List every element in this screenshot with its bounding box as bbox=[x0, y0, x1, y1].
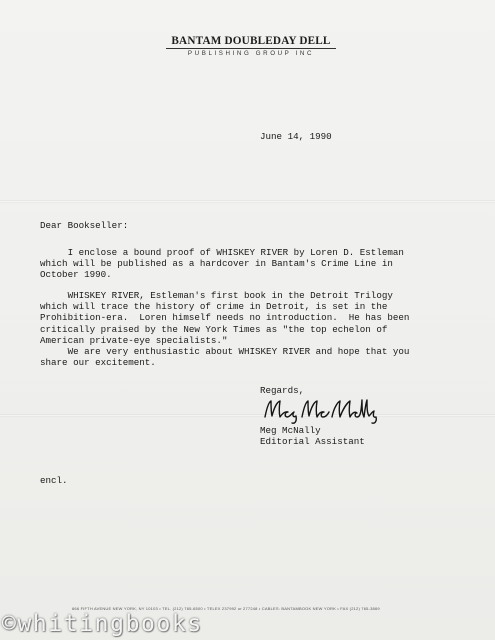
letter-date: June 14, 1990 bbox=[260, 131, 332, 142]
body-paragraph-1: I enclose a bound proof of WHISKEY RIVER by Loren D. Estleman which will be published as a hardcover in Bantam's Crime Line in October 1990. bbox=[40, 247, 404, 281]
signer-name: Meg McNally bbox=[260, 425, 321, 436]
handwritten-signature bbox=[262, 397, 382, 425]
paper-fold-line bbox=[0, 200, 495, 203]
watermark: ©whitingbooks bbox=[2, 611, 203, 637]
signer-title: Editorial Assistant bbox=[260, 436, 365, 447]
letterhead-rule bbox=[166, 48, 336, 49]
body-paragraph-2: WHISKEY RIVER, Estleman's first book in the Detroit Trilogy which will trace the history of crime in Detroit, is set in the Prohibition-era. Loren himself needs no introduction. He has been critically praised by the New York Times as "the top echelon of American private-eye specialists." bbox=[40, 290, 410, 346]
footer-address: 666 FIFTH AVENUE NEW YORK, NY 10103 • TEL. (212) 765-6500 • TELEX 237992 or 277248 • CABLES: BANTAMBOOK NEW YORK • FAX (212) 765-3869 bbox=[72, 606, 380, 611]
closing: Regards, bbox=[260, 385, 305, 396]
salutation: Dear Bookseller: bbox=[40, 220, 129, 231]
letterhead-subtitle: PUBLISHING GROUP INC bbox=[187, 50, 315, 57]
letterhead bbox=[166, 35, 336, 58]
letterhead-name: BANTAM DOUBLEDAY DELL bbox=[171, 35, 331, 47]
paper-fold-line bbox=[0, 414, 495, 417]
body-paragraph-3: We are very enthusiastic about WHISKEY RIVER and hope that you share our excitement. bbox=[40, 346, 410, 369]
enclosure-note: encl. bbox=[40, 475, 68, 486]
